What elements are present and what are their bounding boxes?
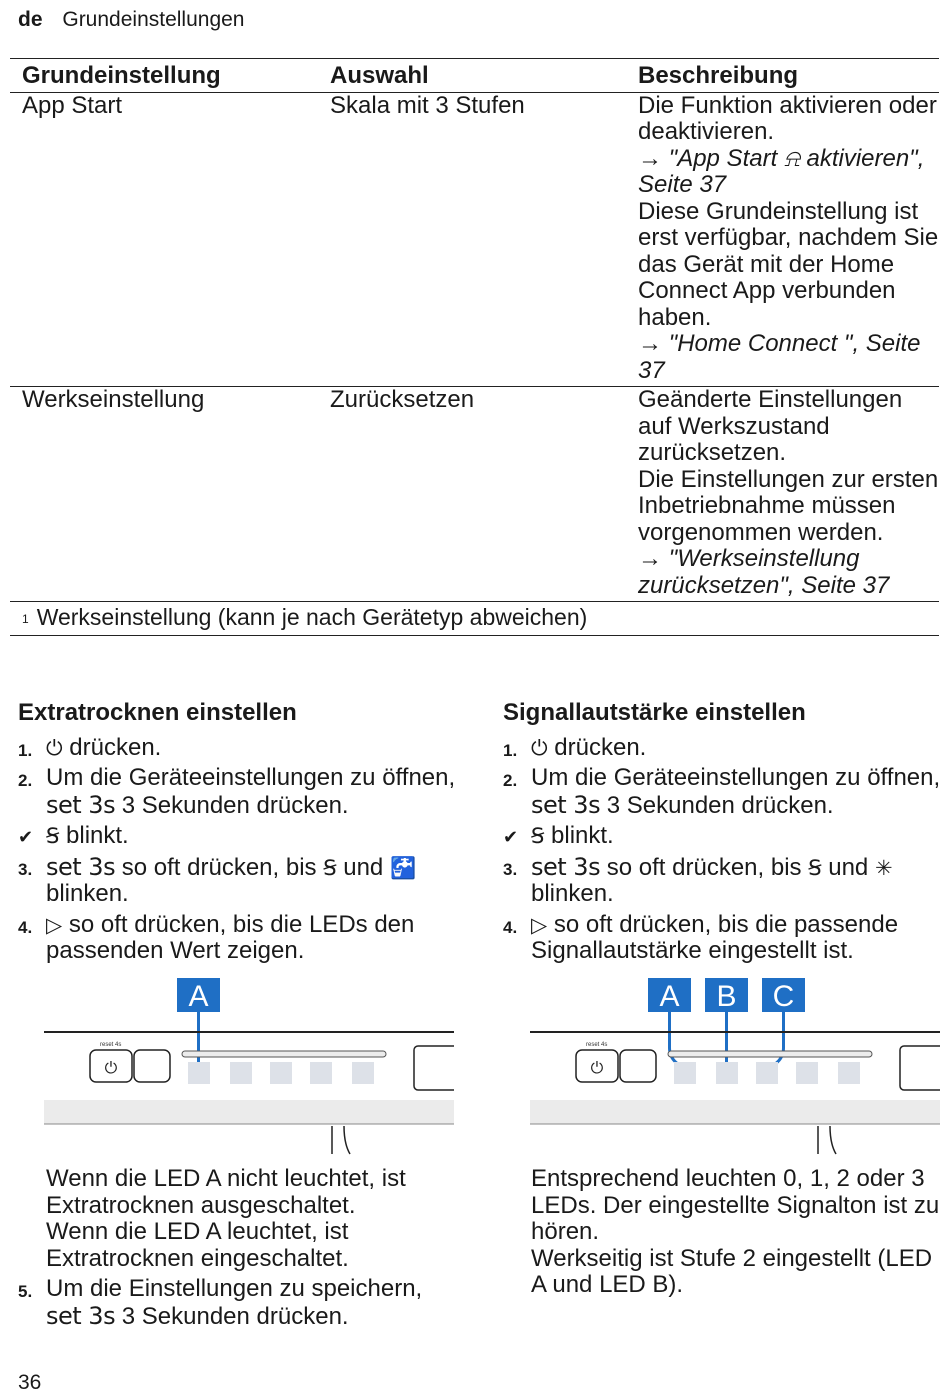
panel-strip [44, 1100, 454, 1124]
handle-lines [332, 1126, 350, 1154]
table-header-row [10, 59, 939, 93]
description-text: Geänderte Einstellungen auf Werkszustand zurücksetzen. [638, 386, 903, 466]
reset-label: reset 4s [586, 1042, 608, 1048]
callout-a-label: A [659, 980, 680, 1013]
display-frame [414, 1046, 454, 1090]
step-number: 2. [503, 771, 518, 790]
step-number: 3. [503, 859, 518, 879]
led-2 [230, 1062, 252, 1084]
step-number: 3. [18, 859, 33, 879]
step-text: und [343, 853, 384, 881]
step-text: so oft drücken, bis die passende Signallautstärke eingestellt ist. [531, 910, 899, 964]
note-paragraph: Wenn die LED A leuchtet, ist Extratrocknen eingeschaltet. [46, 1218, 349, 1272]
step-text: so oft drücken, bis [121, 853, 317, 881]
step-1 [18, 735, 458, 762]
set-key-label: set 3s [531, 852, 601, 881]
step-3 [503, 854, 943, 908]
settings-s-icon: Ꞩ [808, 855, 822, 880]
led-5 [352, 1062, 374, 1084]
step-text: 3 Sekunden drücken. [121, 1302, 349, 1330]
power-icon: ⏻ [104, 1058, 118, 1077]
step-text: drücken. [69, 733, 162, 761]
step-2 [503, 765, 943, 819]
callout-a-line [670, 1012, 686, 1068]
led-b [716, 1062, 738, 1084]
settings-table [10, 58, 939, 636]
step-number: 2. [18, 771, 33, 790]
callout-b-label: B [716, 980, 737, 1013]
callout-a-label: A [188, 980, 209, 1013]
blank-button [620, 1050, 656, 1082]
description-text: Die Funktion aktivieren oder deaktivieren. [638, 91, 937, 145]
step-text: blinkt. [551, 822, 614, 849]
light-bar [668, 1051, 872, 1057]
step-text: Um die Geräteeinstellungen zu öffnen, [46, 764, 456, 791]
led-a [188, 1062, 210, 1084]
step-4 [18, 912, 458, 965]
cell-choice: Skala mit 3 Stufen [318, 92, 626, 387]
blank-button [134, 1050, 170, 1082]
cell-setting: App Start [10, 92, 318, 387]
settings-s-icon: Ꞩ [531, 824, 545, 848]
description-text: Die Einstellungen zur ersten Inbetriebnahme müssen vorgenommen werden. [638, 465, 939, 546]
section-signal-volume [503, 700, 943, 969]
language-code: de [18, 8, 43, 31]
step-number: 4. [503, 917, 518, 937]
section-heading: Extratrocknen einstellen [18, 699, 297, 726]
cross-reference-link[interactable]: → "Werkseinstellung zurücksetzen", Seite 37 [638, 545, 890, 599]
column-header-setting: Grundeinstellung [10, 59, 318, 93]
set-key-label: set 3s [46, 1301, 116, 1330]
step-1 [503, 735, 943, 762]
section-signal-volume-notes [503, 1166, 943, 1299]
footnote-text: Werkseinstellung (kann je nach Gerätetyp abweichen) [36, 604, 588, 630]
led-3 [270, 1062, 292, 1084]
cell-description [626, 387, 939, 602]
power-icon: ⏻ [590, 1058, 604, 1077]
section-title: Grundeinstellungen [62, 8, 245, 31]
step-text: Um die Geräteeinstellungen zu öffnen, [531, 764, 941, 791]
led-4 [796, 1062, 818, 1084]
table-footnote-row [10, 602, 939, 636]
footnote-mark: 1 [22, 612, 29, 626]
footnote [10, 602, 939, 636]
control-panel-diagram-right [530, 978, 950, 1158]
section-extra-drying-notes [18, 1166, 458, 1334]
step-number: 1. [18, 740, 33, 760]
page-header [18, 8, 245, 32]
cross-reference-link[interactable]: → "App Start ⍾ aktivieren", Seite 37 [638, 144, 925, 198]
settings-s-icon: Ꞩ [46, 824, 60, 848]
light-bar [182, 1051, 386, 1057]
step-text: blinken. [46, 880, 129, 907]
step-4 [503, 912, 943, 965]
cell-description [626, 92, 939, 387]
control-panel-diagram-left [44, 978, 464, 1158]
tap-icon: 🚰 [389, 855, 417, 880]
step-number: 5. [18, 1282, 33, 1301]
cell-setting: Werkseinstellung [10, 387, 318, 602]
note-paragraph: Entsprechend leuchten 0, 1, 2 oder 3 LEDs. Der eingestellte Signalton ist zu hören. [531, 1165, 940, 1245]
set-key-label: set 3s [531, 790, 601, 819]
table-row [10, 92, 939, 387]
check-icon: ✔ [503, 827, 519, 847]
cross-reference-link[interactable]: → "Home Connect ", Seite 37 [638, 330, 921, 384]
step-2 [18, 765, 458, 819]
column-header-description: Beschreibung [626, 59, 939, 93]
arrow-right-icon: ▷ [46, 912, 63, 937]
step-text: so oft drücken, bis [606, 853, 802, 881]
step-3 [18, 854, 458, 908]
note-paragraph: Werkseitig ist Stufe 2 eingestellt (LED A und LED B). [531, 1244, 933, 1298]
step-text: drücken. [554, 733, 647, 761]
callout-c-line [768, 1012, 784, 1068]
step-result [503, 823, 943, 850]
step-text: so oft drücken, bis die LEDs den passenden Wert zeigen. [46, 910, 415, 964]
led-a [674, 1062, 696, 1084]
table-row [10, 387, 939, 602]
step-5 [18, 1276, 458, 1330]
handle-lines [818, 1126, 836, 1154]
led-4 [310, 1062, 332, 1084]
section-extra-drying [18, 700, 458, 969]
step-text: 3 Sekunden drücken. [606, 791, 834, 819]
power-icon: ⏻ [531, 735, 548, 760]
settings-s-icon: Ꞩ [323, 855, 337, 880]
callout-c-label: C [772, 980, 795, 1013]
column-header-choice: Auswahl [318, 59, 626, 93]
check-icon: ✔ [18, 827, 34, 847]
step-result [18, 823, 458, 850]
display-frame [900, 1046, 940, 1090]
sparkle-icon: ✳ [874, 855, 893, 880]
note-paragraph: Wenn die LED A nicht leuchtet, ist Extratrocknen ausgeschaltet. [46, 1165, 406, 1219]
led-5 [838, 1062, 860, 1084]
reset-label: reset 4s [100, 1042, 122, 1048]
set-key-label: set 3s [46, 790, 116, 819]
power-icon: ⏻ [46, 735, 63, 760]
step-text: blinkt. [66, 822, 129, 849]
cell-choice: Zurücksetzen [318, 387, 626, 602]
page-number: 36 [18, 1371, 42, 1394]
step-text: 3 Sekunden drücken. [121, 791, 349, 819]
led-c [756, 1062, 778, 1084]
step-number: 4. [18, 917, 33, 937]
set-key-label: set 3s [46, 852, 116, 881]
step-number: 1. [503, 740, 518, 760]
arrow-right-icon: ▷ [531, 912, 548, 937]
description-text: Diese Grundeinstellung ist erst verfügbar, nachdem Sie das Gerät mit der Home Connect App verbunden haben. [638, 197, 939, 331]
step-text: blinken. [531, 880, 614, 907]
step-text: Um die Einstellungen zu speichern, [46, 1275, 423, 1302]
panel-strip [530, 1100, 940, 1124]
section-heading: Signallautstärke einstellen [503, 699, 806, 726]
step-text: und [828, 853, 869, 881]
